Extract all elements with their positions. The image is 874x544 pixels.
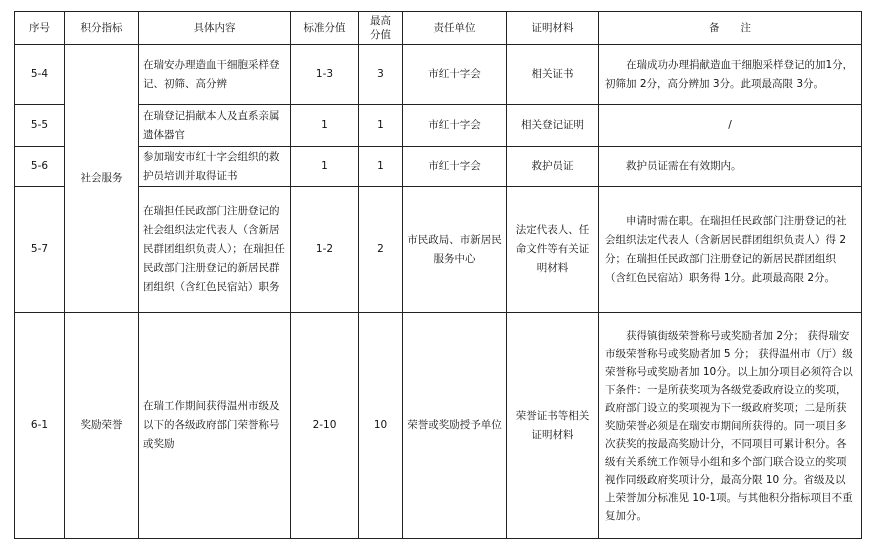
- table-row: [15, 147, 862, 187]
- content-cell: 在瑞安办理造血干细胞采样登记、初筛、高分辨: [139, 45, 291, 105]
- header-cell: 积分指标: [65, 12, 139, 45]
- note-cell: 获得镇街级荣誉称号或奖励者加 2分； 获得瑞安市级荣誉称号或奖励者加 5 分； 获得温州市（厅）级荣誉称号或奖励者加 10分。以上加分项目必须符合以下条件：一是所获奖项为各级党委政府设立的奖项，政府部门设立的奖项视为下一级政府奖项；二是所获奖励荣誉必须是在瑞安市期间所获得的。同一项目多次获奖的按最高奖励计分，不同项目可累计积分。各级有关系统工作领导小组和多个部门联合设立的奖项视作同级政府奖项计分，最高分限 10 分。省级及以上荣誉加分标准见 10-1项。与其他积分指标项目不重复加分。: [599, 313, 862, 539]
- note-cell: /: [599, 105, 862, 147]
- max-score: 1: [359, 105, 403, 147]
- content-cell: 在瑞担任民政部门注册登记的社会组织法定代表人（含新居民群团组织负责人）；在瑞担任民政部门注册登记的新居民群团组织（含红色民宿站）职务: [139, 187, 291, 313]
- proof-material: 法定代表人、任命文件等有关证明材料: [507, 187, 599, 313]
- content-cell: 在瑞登记捐献本人及直系亲属遗体器官: [139, 105, 291, 147]
- proof-material: 相关登记证明: [507, 105, 599, 147]
- content-cell: 参加瑞安市红十字会组织的救护员培训并取得证书: [139, 147, 291, 187]
- header-cell: 序号: [15, 12, 65, 45]
- header-cell: 具体内容: [139, 12, 291, 45]
- proof-material: 荣誉证书等相关证明材料: [507, 313, 599, 539]
- standard-score: 1: [291, 105, 359, 147]
- row-number: 6-1: [15, 313, 65, 539]
- standard-score: 1-2: [291, 187, 359, 313]
- note-cell: 救护员证需在有效期内。: [599, 147, 862, 187]
- row-number: 5-7: [15, 187, 65, 313]
- max-score: 1: [359, 147, 403, 187]
- note-cell: 在瑞成功办理捐献造血干细胞采样登记的加1分，初筛加 2分，高分辨加 3分。此项最高限 3分。: [599, 45, 862, 105]
- header-cell: 最高分值: [359, 12, 403, 45]
- table-row: [15, 313, 862, 539]
- responsible-unit: 市民政局、市新居民服务中心: [403, 187, 507, 313]
- row-number: 5-4: [15, 45, 65, 105]
- max-score: 2: [359, 187, 403, 313]
- responsible-unit: 市红十字会: [403, 147, 507, 187]
- standard-score: 2-10: [291, 313, 359, 539]
- proof-material: 相关证书: [507, 45, 599, 105]
- group-cell: 社会服务: [65, 45, 139, 313]
- table-row: [15, 105, 862, 147]
- table-row: [15, 45, 862, 105]
- header-row: [15, 12, 862, 45]
- row-number: 5-5: [15, 105, 65, 147]
- header-cell: 责任单位: [403, 12, 507, 45]
- table-row: [15, 187, 862, 313]
- responsible-unit: 市红十字会: [403, 45, 507, 105]
- proof-material: 救护员证: [507, 147, 599, 187]
- content-cell: 在瑞工作期间获得温州市级及以下的各级政府部门荣誉称号或奖励: [139, 313, 291, 539]
- max-score: 10: [359, 313, 403, 539]
- row-number: 5-6: [15, 147, 65, 187]
- header-cell: 标准分值: [291, 12, 359, 45]
- responsible-unit: 荣誉或奖励授予单位: [403, 313, 507, 539]
- header-cell: 备 注: [599, 12, 862, 45]
- header-cell: 证明材料: [507, 12, 599, 45]
- points-table: [14, 11, 862, 539]
- standard-score: 1: [291, 147, 359, 187]
- responsible-unit: 市红十字会: [403, 105, 507, 147]
- note-cell: 申请时需在职。在瑞担任民政部门注册登记的社会组织法定代表人（含新居民群团组织负责人）得 2分；在瑞担任民政部门注册登记的新居民群团组织（含红色民宿站）职务得 1分。此项最高限 2分。: [599, 187, 862, 313]
- max-score: 3: [359, 45, 403, 105]
- group-cell: 奖励荣誉: [65, 313, 139, 539]
- standard-score: 1-3: [291, 45, 359, 105]
